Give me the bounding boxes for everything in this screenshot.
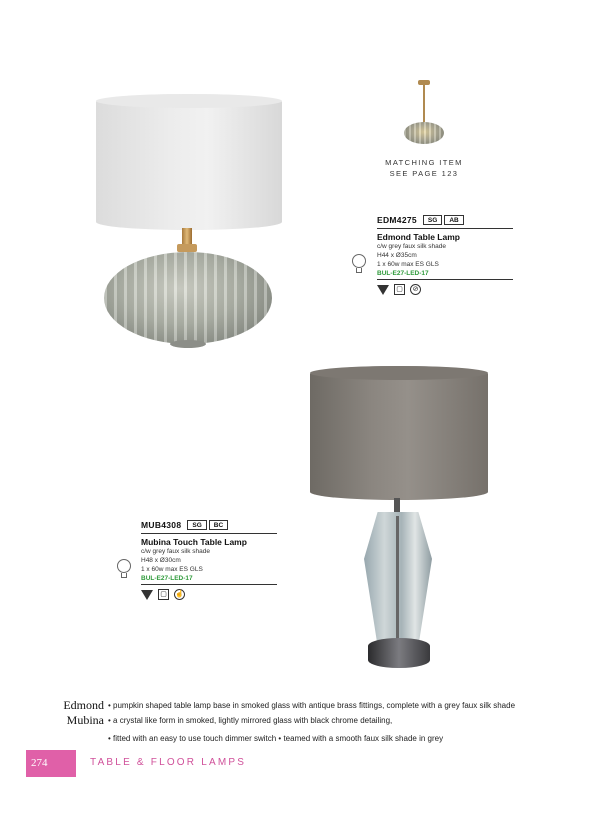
finish-badge: BC — [209, 520, 228, 530]
divider — [141, 584, 277, 585]
class-2-icon — [141, 590, 153, 600]
page-number: 274 — [26, 750, 76, 777]
mubina-feature-icons — [141, 589, 277, 600]
mubina-shade-text: c/w grey faux silk shade — [141, 548, 211, 555]
mubina-code-row — [141, 519, 277, 531]
edmond-foot — [170, 340, 206, 348]
edmond-code-row — [377, 214, 513, 226]
edmond-desc-text: • pumpkin shaped table lamp base in smoked glass with antique brass fittings, complete with a grey faux silk shade — [108, 701, 516, 710]
see-page-label: SEE PAGE 123 — [389, 169, 459, 178]
double-insulated-icon: ▢ — [158, 589, 169, 600]
mubina-shade — [310, 366, 488, 500]
inline-switch-icon: ⊘ — [410, 284, 421, 295]
mubina-bulb-code: BUL-E27-LED-17 — [141, 575, 193, 582]
matching-item-note — [382, 157, 466, 179]
mubina-dimensions: H48 x Ø30cm — [141, 557, 181, 564]
pendant-rod — [423, 85, 425, 123]
mubina-desc-text: • a crystal like form in smoked, lightly mirrored glass with black chrome detailing, — [108, 716, 393, 725]
matching-pendant-image — [402, 80, 446, 148]
mubina-product-info — [141, 519, 277, 600]
divider — [141, 533, 277, 534]
edmond-collar — [177, 244, 197, 252]
mubina-desc-text-2: • fitted with an easy to use touch dimmer switch • teamed with a smooth faux silk shade in grey — [108, 734, 444, 743]
double-insulated-icon: ▢ — [394, 284, 405, 295]
bulb-icon — [352, 254, 366, 276]
mubina-product-code: MUB4308 — [141, 520, 182, 530]
finish-badge: SG — [187, 520, 206, 530]
mubina-lamp-image — [310, 366, 490, 670]
edmond-product-code: EDM4275 — [377, 215, 417, 225]
divider — [377, 228, 513, 229]
finish-badge: AB — [444, 215, 463, 225]
finish-badge: SG — [423, 215, 442, 225]
mubina-product-name: Mubina Touch Table Lamp — [141, 537, 247, 547]
edmond-lamp-image — [92, 94, 282, 352]
mubina-chrome-base — [368, 638, 430, 668]
edmond-feature-icons — [377, 284, 513, 295]
edmond-bulb-spec: 1 x 60w max ES GLS — [377, 261, 439, 268]
edmond-desc-name: Edmond — [63, 698, 104, 712]
bulb-icon — [117, 559, 131, 581]
edmond-dimensions: H44 x Ø35cm — [377, 252, 417, 259]
edmond-glass-base — [104, 252, 272, 344]
matching-item-label: MATCHING ITEM — [385, 158, 463, 167]
class-2-icon — [377, 285, 389, 295]
edmond-shade — [96, 94, 282, 230]
mubina-desc-name: Mubina — [66, 713, 104, 727]
edmond-product-info — [377, 214, 513, 295]
mubina-rod — [394, 498, 400, 514]
divider — [377, 279, 513, 280]
mubina-bulb-spec: 1 x 60w max ES GLS — [141, 566, 203, 573]
edmond-bulb-code: BUL-E27-LED-17 — [377, 270, 429, 277]
edmond-shade-text: c/w grey faux silk shade — [377, 243, 447, 250]
touch-dimmer-icon: ☝ — [175, 591, 184, 598]
pendant-globe — [404, 122, 444, 144]
edmond-product-name: Edmond Table Lamp — [377, 232, 460, 242]
mubina-inner-rod — [396, 516, 399, 646]
section-title: TABLE & FLOOR LAMPS — [90, 757, 247, 768]
